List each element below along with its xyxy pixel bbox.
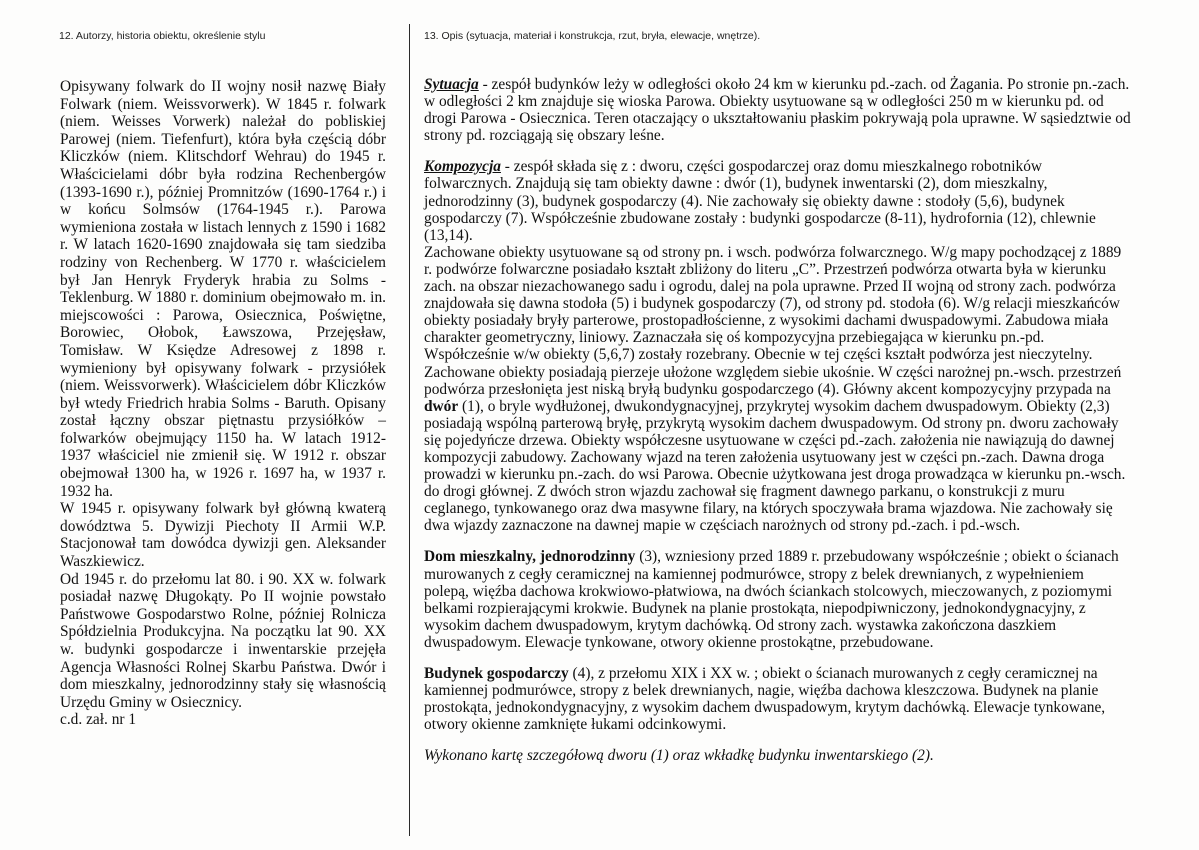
section-12-header: 12. Autorzy, historia obiektu, określenie stylu — [59, 30, 266, 42]
dom-mieszkalny-text: (3), wzniesiony przed 1889 r. przebudowany współcześnie ; obiekt o ścianach murowanych z cegły ceramicznej na kamiennej podmurówce, stropy z belek drewnianych, z wypełnieniem polepą, więźba dachowa krokwiowo-płatwiowa, na dwóch ściankach stolcowych, mieczowanych, z poziomymi belkami rozpierającymi krokwie. Budynek na planie prostokąta, niepodpiwniczony, jednokondygnacyjny, z wysokim dachem dwuspadowym, krytym dachówką. Od strony zach. wystawka zakończona daszkiem dwuspadowym. Elewacje tynkowane, otwory okienne prostokątne, przebudowane. — [424, 548, 1119, 651]
kompozycja-paragraph-2 — [424, 244, 1132, 535]
sytuacja-label: Sytuacja — [424, 76, 479, 93]
continuation-note: c.d. zał. nr 1 — [60, 711, 137, 729]
description-column — [424, 76, 1132, 764]
final-note: Wykonano kartę szczegółową dworu (1) oraz wkładkę budynku inwentarskiego (2). — [424, 747, 934, 765]
history-paragraph-2: W 1945 r. opisywany folwark był główną kwaterą dowództwa 5. Dywizji Piechoty II Armii W.P. Stacjonował tam dowódca dywizji gen. Aleksander Waszkiewicz. — [60, 500, 386, 571]
budynek-gospodarczy-paragraph — [424, 665, 1132, 733]
kompozycja-label: Kompozycja — [424, 158, 501, 176]
sytuacja-paragraph — [424, 76, 1132, 144]
sytuacja-text: - zespół budynków leży w odległości około 24 km w kierunku pd.-zach. od Żagania. Po stronie pn.-zach. w odległości 2 km znajduje się wioska Parowa. Obiekty usytuowane są w odległości 250 m w kierunku pd. od drogi Parowa - Osiecznica. Teren otaczający o ukształtowaniu płaskim pokrywają pola uprawne. W sąsiedztwie od strony pd. rozciągają się obszary leśne. — [424, 76, 1131, 145]
history-column — [60, 78, 386, 729]
history-paragraph-3: Od 1945 r. do przełomu lat 80. i 90. XX w. folwark posiadał nazwę Długokąty. Po II wojnie powstało Państwowe Gospodarstwo Rolne, później Rolnicza Spółdzielnia Produkcyjna. Na początku lat 90. XX w. budynki gospodarcze i inwentarskie przejęła Agencja Własności Rolnej Skarbu Państwa. Dwór i dom mieszkalny, jednorodzinny stały się własnością Urzędu Gminy w Osiecznicy. — [60, 570, 386, 711]
kompozycja-paragraph — [424, 158, 1132, 243]
column-divider — [409, 24, 410, 836]
dom-mieszkalny-label: Dom mieszkalny, jednorodzinny — [424, 548, 636, 566]
dwor-bold: dwór — [424, 397, 459, 415]
section-13-header: 13. Opis (sytuacja, materiał i konstrukcja, rzut, bryła, elewacje, wnętrze). — [424, 30, 761, 42]
history-paragraph-1: Opisywany folwark do II wojny nosił nazwę Biały Folwark (niem. Weissvorwerk). W 1845 r. folwark (niem. Weisses Vorwerk) należał do pobliskiej Parowej (niem. Tiefenfurt), która była częścią dóbr Kliczków (niem. Klitschdorf Wehrau) do 1945 r. Właścicielami dóbr była rodzina Rechenbergów (1393-1690 r.), później Promnitzów (1690-1764 r.) i w końcu Solmsów (1764-1945 r.). Parowa wymieniona została w listach lennych z 1590 i 1682 r. W latach 1620-1690 znajdowała się tam siedziba rodziny von Rechenberg. W 1770 r. właścicielem był Jan Henryk Fryderyk hrabia zu Solms - Teklenburg. W 1880 r. dominium obejmowało m. in. miejscowości : Parowa, Osiecznica, Poświętne, Borowiec, Ołobok, Ławszowa, Przejęsław, Tomisław. W Księdze Adresowej z 1898 r. wymieniony był opisywany folwark - przysiółek (niem. Weissvorwerk). Właścicielem dóbr Kliczków był wtedy Friedrich hrabia Solms - Baruth. Opisany został łączny obszar piętnastu przysiółków – folwarków obejmujący 1150 ha. W latach 1912-1937 właściciel nie zmienił się. W 1912 r. obszar obejmował 1300 ha, w 1926 r. 1697 ha, w 1937 r. 1932 ha. — [60, 78, 386, 500]
kompozycja-text-2a: Zachowane obiekty usytuowane są od strony pn. i wsch. podwórza folwarcznego. W/g mapy pochodzącej z 1889 r. podwórze folwarczne posiadało kształt zbliżony do literu „C”. Przestrzeń podwórza otwarta była w kierunku zach. na obszar niezachowanego sadu i ogrodu, dalej na pola uprawne. Przed II wojną od strony zach. podwórza znajdowała się dawna stodoła (5) i budynek gospodarczy (7), od strony pd. stodoła (6). W/g relacji mieszkańców obiekty posiadały bryły parterowe, prostopadłościenne, z wysokimi dachami dwuspadowymi. Zabudowa miała charakter geometryczny, liniowy. Zaznaczała się oś kompozycyjna przebiegająca w kierunku pn.-pd. Współcześnie w/w obiekty (5,6,7) zostały rozebrany. Obecnie w tej części kształt podwórza jest nieczytelny. Zachowane obiekty posiadają pierzeje ułożone względem siebie ukośnie. W części narożnej pn.-wsch. przestrzeń podwórza przesłonięta jest niską bryłą budynku gospodarczego (4). Główny akcent kompozycyjny przypada na — [424, 243, 1122, 398]
dom-mieszkalny-paragraph — [424, 548, 1132, 651]
budynek-gospodarczy-text: (4), z przełomu XIX i XX w. ; obiekt o ścianach murowanych z cegły ceramicznej na kamiennej podmurówce, stropy z belek drewnianych, nagie, więźba dachowa kleszczowa. Budynek na planie prostokąta, jednokondygnacyjny, z wysokim dachem dwuspadowym, krytym dachówką. Elewacje tynkowane, otwory okienne zamknięte łukami odcinkowymi. — [424, 665, 1106, 734]
kompozycja-text-2b: (1), o bryle wydłużonej, dwukondygnacyjnej, przykrytej wysokim dachem dwuspadowym. Obiekty (2,3) posiadają wspólną parterową bryłę, przykrytą wysokim dachem dwuspadowym. Od strony pn. dworu zachowały się pojedyńcze drzewa. Obiekty współczesne usytuowane w części pd.-zach. założenia nie nawiązują do dawnej kompozycji zabudowy. Zachowany wjazd na teren założenia usytuowany jest w części pn.-zach. Dawna droga prowadzi w kierunku pn.-zach. do wsi Parowa. Obecnie użytkowana jest droga prowadząca w kierunku pn.-wsch. do drogi głównej. Z dwóch stron wjazdu zachował się fragment dawnego parkanu, o konstrukcji z muru ceglanego, tynkowanego oraz dwa masywne filary, na których spoczywała brama wjazdowa. Nie zachowały się dwa wjazdy zaznaczone na dawnej mapie w częściach narożnych od strony pd.-zach. i pd.-wsch. — [424, 397, 1126, 535]
kompozycja-text-1: - zespół składa się z : dworu, części gospodarczej oraz domu mieszkalnego robotników folwarcznych. Znajdują się tam obiekty dawne : dwór (1), budynek inwentarski (2), dom mieszkalny, jednorodzinny (3), budynek gospodarczy (4). Nie zachowały się obiekty dawne : stodoły (5,6), budynek gospodarczy (7). Współcześnie zbudowane zostały : budynki gospodarcze (8-11), hydrofornia (12), chlewnie (13,14). — [424, 158, 1096, 244]
budynek-gospodarczy-label: Budynek gospodarczy — [424, 665, 569, 682]
